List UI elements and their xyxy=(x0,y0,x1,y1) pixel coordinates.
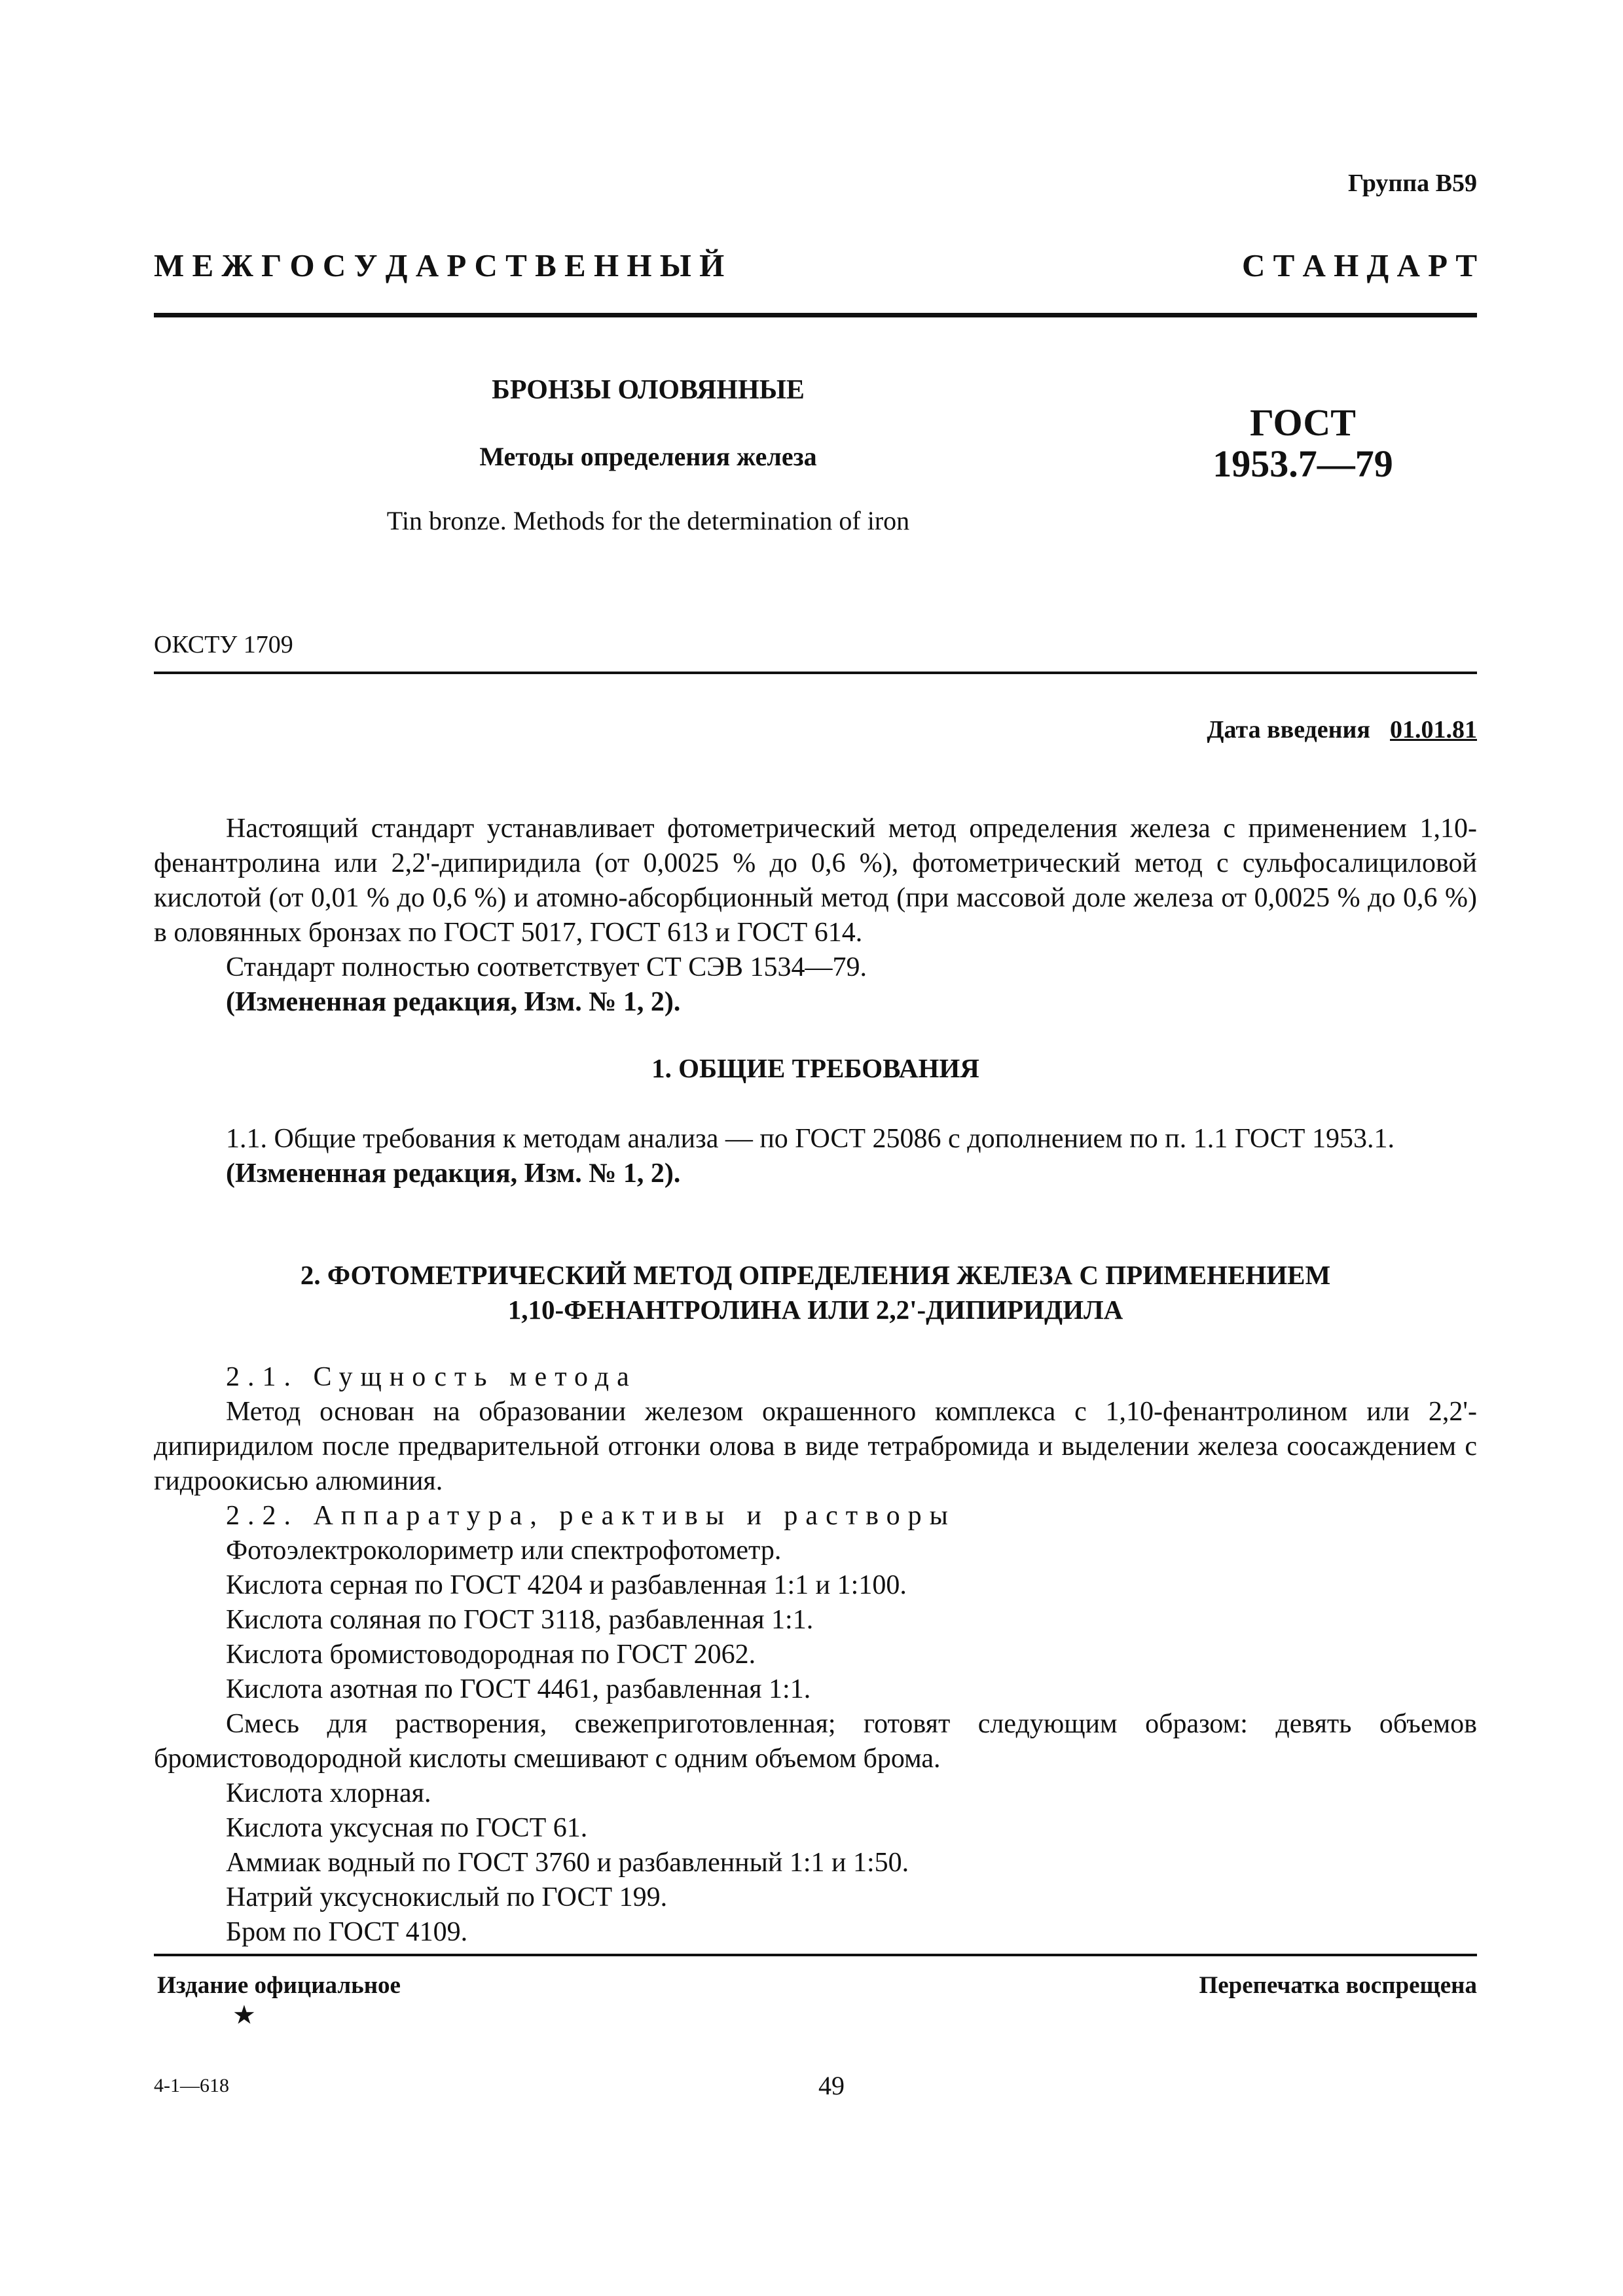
method-essence-paragraph: Метод основан на образовании железом окрашенного комплекса с 1,10-фенантролином или 2,2'-дипиридилом после предварительной отгонки олова в виде тетрабромида и выделении железа соосаждением с гидроокисью алюминия. xyxy=(154,1397,1477,1496)
section-1-heading: 1. ОБЩИЕ ТРЕБОВАНИЯ xyxy=(651,1053,979,1083)
banner-left-text: М Е Ж Г О С У Д А Р С Т В Е Н Н Ы Й xyxy=(154,247,725,283)
footer-divider xyxy=(154,1954,1477,1956)
reagent-item: Аммиак водный по ГОСТ 3760 и разбавленный 1:1 и 1:50. xyxy=(226,1848,909,1878)
intro-conformity: Стандарт полностью соответствует СТ СЭВ 1534—79. xyxy=(226,952,867,982)
section-2-heading-line-2: 1,10-ФЕНАНТРОЛИНА ИЛИ 2,2'-ДИПИРИДИЛА xyxy=(507,1295,1123,1325)
oksty-divider xyxy=(154,672,1477,674)
banner-right-text: С Т А Н Д А Р Т xyxy=(1241,247,1477,283)
section-2-heading xyxy=(154,1258,1477,1327)
section-1-revision-note: (Измененная редакция, Изм. № 1, 2). xyxy=(226,1158,681,1189)
english-title: Tin bronze. Methods for the determination of iron xyxy=(386,506,910,535)
date-label: Дата введения xyxy=(1207,716,1370,744)
intro-paragraph: Настоящий стандарт устанавливает фотометрический метод определения железа с применением 1,10-фенантролина или 2,2'-дипиридила (от 0,0025 % до 0,6 %), фотометрический метод с сульфосалициловой кислотой (от 0,01 % до 0,6 %) и атомно-абсорбционный метод (при массовой доле железа от 0,0025 % до 0,6 %) в оловянных бронзах по ГОСТ 5017, ГОСТ 613 и ГОСТ 614. xyxy=(154,814,1477,948)
section-2-heading-line-1: 2. ФОТОМЕТРИЧЕСКИЙ МЕТОД ОПРЕДЕЛЕНИЯ ЖЕЛЕЗА С ПРИМЕНЕНИЕМ xyxy=(300,1260,1331,1290)
subsection-2-2-title: 2.2. Аппаратура, реактивы и растворы xyxy=(226,1501,956,1531)
header-divider xyxy=(154,313,1477,317)
print-code: 4-1—618 xyxy=(154,2075,229,2096)
gost-label: ГОСТ xyxy=(1250,401,1356,444)
intro-block xyxy=(154,812,1477,1020)
document-subtitle: Методы определения железа xyxy=(479,442,817,471)
oksty-code: ОКСТУ 1709 xyxy=(154,631,293,658)
reagent-item: Кислота соляная по ГОСТ 3118, разбавленная 1:1. xyxy=(226,1605,814,1635)
reagent-item: Натрий уксуснокислый по ГОСТ 199. xyxy=(226,1882,668,1912)
official-edition-label: Издание официальное xyxy=(157,1972,401,1999)
section-2-body xyxy=(154,1360,1477,1950)
reprint-prohibited-label: Перепечатка воспрещена xyxy=(1199,1972,1477,1999)
reagent-item: Кислота хлорная. xyxy=(226,1778,431,1808)
gost-number: 1953.7—79 xyxy=(1213,442,1393,485)
subsection-2-1-title: 2.1. Сущность метода xyxy=(226,1362,637,1392)
document-title: БРОНЗЫ ОЛОВЯННЫЕ xyxy=(492,375,805,405)
reagent-item: Кислота бромистоводородная по ГОСТ 2062. xyxy=(226,1640,756,1670)
group-code: Группа В59 xyxy=(1347,170,1477,197)
reagent-item: Бром по ГОСТ 4109. xyxy=(226,1917,468,1947)
section-1-paragraph: 1.1. Общие требования к методам анализа — по ГОСТ 25086 с дополнением по п. 1.1 ГОСТ 1953.1. xyxy=(226,1124,1395,1154)
intro-revision-note: (Измененная редакция, Изм. № 1, 2). xyxy=(226,987,681,1017)
star-icon: ★ xyxy=(232,2000,256,2030)
reagent-item: Фотоэлектроколориметр или спектрофотометр. xyxy=(226,1535,782,1566)
date-value: 01.01.81 xyxy=(1390,716,1477,744)
page-number: 49 xyxy=(818,2071,845,2100)
reagent-item: Кислота серная по ГОСТ 4204 и разбавленная 1:1 и 1:100. xyxy=(226,1570,907,1600)
reagent-item: Кислота уксусная по ГОСТ 61. xyxy=(226,1813,588,1843)
reagent-item: Кислота азотная по ГОСТ 4461, разбавленная 1:1. xyxy=(226,1674,811,1704)
reagent-item: Смесь для растворения, свежеприготовленная; готовят следующим образом: девять объемов бромистоводородной кислоты смешивают с одним объемом брома. xyxy=(154,1709,1477,1774)
introduction-date xyxy=(1207,715,1477,744)
section-1-body xyxy=(154,1122,1477,1191)
standard-banner xyxy=(154,245,1477,285)
